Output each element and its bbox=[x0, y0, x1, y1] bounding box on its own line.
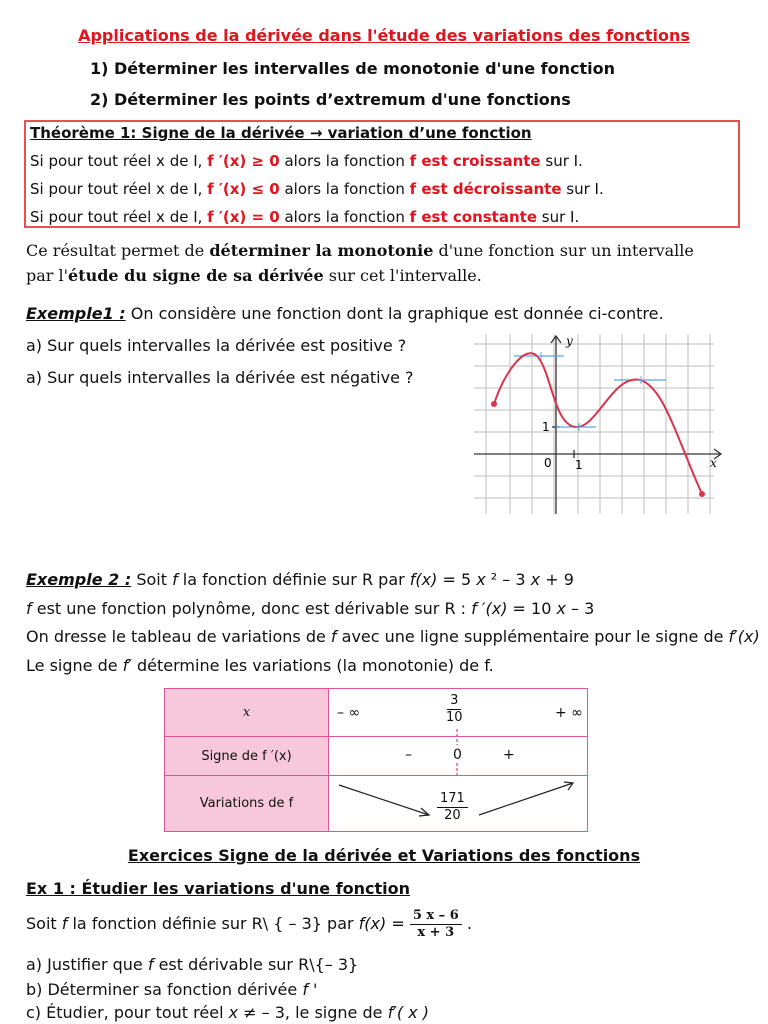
math-fprime: f ′(x) bbox=[471, 599, 508, 618]
example1-intro bbox=[26, 304, 664, 323]
theorem-line-3-cond: f ′(x) = 0 bbox=[207, 208, 280, 226]
table-plus-infinity: + ∞ bbox=[555, 705, 583, 721]
y-axis-label: y bbox=[566, 334, 573, 348]
exercise1-question-a bbox=[26, 955, 358, 974]
math-x: x bbox=[556, 599, 566, 618]
result-text: Ce résultat permet de bbox=[26, 241, 210, 260]
table-critical-value bbox=[443, 693, 466, 726]
example1-question-b: a) Sur quels intervalles la dérivée est négative ? bbox=[26, 368, 414, 387]
text: ≠ – 3, le signe de bbox=[238, 1003, 388, 1022]
theorem-line-2-pre: Si pour tout réel x de I, bbox=[30, 180, 208, 198]
example2-label: Exemple 2 : bbox=[26, 570, 132, 589]
result-text: sur cet l'intervalle. bbox=[323, 266, 482, 285]
minimum-denominator: 20 bbox=[444, 808, 461, 823]
theorem-line-2 bbox=[30, 180, 604, 198]
theorem-line-2-mid: alors la fonction bbox=[279, 180, 410, 198]
result-text: d'une fonction sur un intervalle bbox=[433, 241, 694, 260]
table-sign-plus: + bbox=[503, 747, 515, 763]
text: = 5 bbox=[437, 570, 477, 589]
text: c) Étudier, pour tout réel bbox=[26, 1003, 229, 1022]
result-emphasis: étude du signe de sa dérivée bbox=[68, 266, 324, 285]
exercise1-statement bbox=[26, 904, 472, 944]
objective-2: 2) Déterminer les points d’extremum d'une fonctions bbox=[90, 90, 571, 109]
theorem-title: Théorème 1: Signe de la dérivée → variation d’une fonction bbox=[30, 124, 532, 142]
example2-line-3 bbox=[26, 627, 760, 646]
text: est dérivable sur R\{– 3} bbox=[153, 955, 359, 974]
result-emphasis: déterminer la monotonie bbox=[209, 241, 434, 260]
x-unit-label: 1 bbox=[575, 458, 583, 472]
curve-end-point bbox=[699, 491, 705, 497]
text: la fonction définie sur R\ { – 3} par bbox=[67, 914, 359, 933]
math-x: x bbox=[476, 570, 486, 589]
theorem-line-3 bbox=[30, 208, 579, 226]
math-f: f bbox=[147, 955, 154, 974]
graph-grid bbox=[474, 334, 714, 514]
table-variation-label: Variations de f bbox=[165, 776, 329, 831]
text: avec une ligne supplémentaire pour le signe de bbox=[336, 627, 729, 646]
math-x: x bbox=[530, 570, 541, 589]
text: détermine les variations (la monotonie) de f. bbox=[131, 656, 494, 675]
text: + 9 bbox=[540, 570, 574, 589]
text: Soit bbox=[131, 570, 173, 589]
theorem-box bbox=[24, 120, 740, 228]
math-f: f bbox=[302, 980, 308, 999]
table-minimum-value bbox=[437, 791, 468, 824]
critical-denominator: 10 bbox=[446, 710, 463, 725]
text: Le signe de bbox=[26, 656, 123, 675]
text: ' bbox=[307, 980, 318, 999]
text: Soit bbox=[26, 914, 62, 933]
text: . bbox=[461, 914, 472, 933]
theorem-line-3-pre: Si pour tout réel x de I, bbox=[30, 208, 208, 226]
math-fx: f(x) bbox=[358, 914, 387, 933]
increasing-arrow bbox=[479, 783, 573, 815]
max-1-marker: + bbox=[536, 349, 547, 363]
math-f: f bbox=[61, 914, 68, 933]
curve-start-point bbox=[491, 401, 497, 407]
math-fprime: f′(x) bbox=[728, 627, 760, 646]
example1-label: Exemple1 : bbox=[26, 304, 126, 323]
math-fx: f(x) bbox=[409, 570, 438, 589]
example2-line-2 bbox=[26, 599, 594, 618]
theorem-line-1-mid: alors la fonction bbox=[279, 152, 410, 170]
theorem-line-2-cond: f ′(x) ≤ 0 bbox=[207, 180, 280, 198]
exercise1-title: Ex 1 : Étudier les variations d'une fonction bbox=[26, 879, 411, 898]
example2-line-4 bbox=[26, 656, 494, 675]
result-line-2 bbox=[26, 266, 482, 285]
theorem-line-2-concl: f est décroissante bbox=[409, 180, 562, 198]
theorem-line-1 bbox=[30, 152, 583, 170]
fraction-denominator: x + 3 bbox=[417, 925, 455, 940]
example1-text: On considère une fonction dont la graphique est donnée ci-contre. bbox=[125, 304, 664, 323]
example2-line-1 bbox=[26, 570, 574, 589]
theorem-line-1-pre: Si pour tout réel x de I, bbox=[30, 152, 208, 170]
theorem-line-1-cond: f ′(x) ≥ 0 bbox=[207, 152, 280, 170]
exercise1-question-c bbox=[26, 1003, 429, 1022]
math-f: f bbox=[26, 599, 32, 618]
objective-1: 1) Déterminer les intervalles de monotonie d'une fonction bbox=[90, 59, 615, 78]
text: a) Justifier que bbox=[26, 955, 148, 974]
minimum-numerator: 171 bbox=[437, 791, 468, 808]
theorem-line-3-post: sur I. bbox=[537, 208, 580, 226]
exercise1-fraction bbox=[410, 908, 462, 941]
math-f: f bbox=[172, 570, 178, 589]
text: la fonction définie sur R par bbox=[177, 570, 410, 589]
exercises-heading: Exercices Signe de la dérivée et Variations des fonctions bbox=[127, 846, 641, 865]
result-line-1 bbox=[26, 241, 694, 260]
text: On dresse le tableau de variations de bbox=[26, 627, 331, 646]
theorem-line-2-post: sur I. bbox=[561, 180, 604, 198]
fraction-numerator: 5 x – 6 bbox=[410, 908, 462, 925]
y-unit-label: 1 bbox=[542, 420, 550, 434]
result-text: par l' bbox=[26, 266, 69, 285]
text: ² – 3 bbox=[485, 570, 531, 589]
min-marker: + bbox=[574, 420, 585, 434]
table-x-label: x bbox=[165, 689, 329, 736]
math-f: f bbox=[330, 627, 337, 646]
theorem-line-3-concl: f est constante bbox=[409, 208, 537, 226]
theorem-line-3-mid: alors la fonction bbox=[279, 208, 410, 226]
text: = 10 bbox=[507, 599, 557, 618]
table-sign-minus: – bbox=[405, 747, 412, 763]
math-x: x bbox=[228, 1003, 239, 1022]
theorem-line-1-post: sur I. bbox=[540, 152, 583, 170]
critical-numerator: 3 bbox=[447, 693, 461, 710]
math-fprime: f′ bbox=[122, 656, 132, 675]
exercise1-question-b bbox=[26, 980, 317, 999]
function-graph bbox=[474, 334, 724, 514]
text: est une fonction polynôme, donc est dérivable sur R : bbox=[31, 599, 472, 618]
decreasing-arrow bbox=[339, 785, 429, 815]
origin-label: 0 bbox=[544, 456, 552, 470]
example1-question-a: a) Sur quels intervalles la dérivée est positive ? bbox=[26, 336, 407, 355]
text: – 3 bbox=[565, 599, 595, 618]
variation-table bbox=[164, 688, 588, 832]
table-sign-zero: 0 bbox=[453, 747, 462, 763]
text: = bbox=[386, 914, 410, 933]
table-minus-infinity: – ∞ bbox=[337, 705, 361, 721]
theorem-line-1-concl: f est croissante bbox=[409, 152, 541, 170]
page-title: Applications de la dérivée dans l'étude des variations des fonctions bbox=[78, 26, 690, 45]
math-fprime: f′( x ) bbox=[387, 1003, 429, 1022]
max-2-marker: + bbox=[636, 373, 647, 387]
x-axis-label: x bbox=[710, 456, 717, 470]
function-curve bbox=[494, 353, 702, 494]
text: b) Déterminer sa fonction dérivée bbox=[26, 980, 303, 999]
table-sign-label: Signe de f ′(x) bbox=[165, 737, 329, 775]
